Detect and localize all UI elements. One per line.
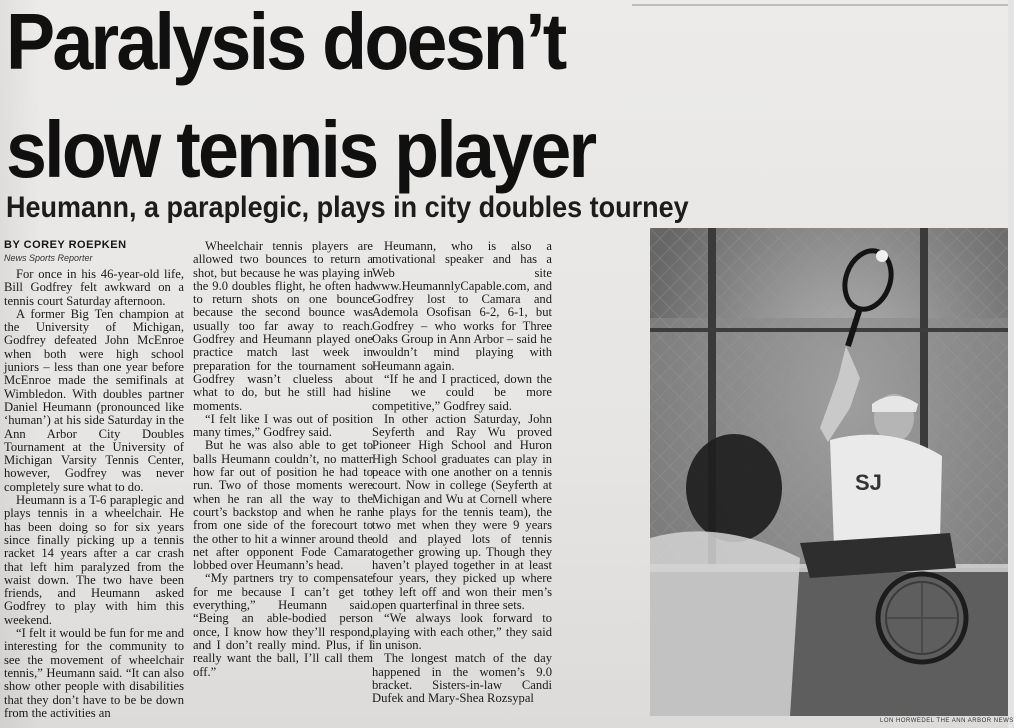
foreground-player-head [686, 434, 782, 542]
paragraph: Heumann is a T-6 paraplegic and plays tennis in a wheelchair. He has been doing so for six years since finally picking up a tennis racket 14 years after a car crash that left him paralyzed from the waist down. The two have been friends, and Heumann asked Godfrey to play with him this weekend. [4, 493, 184, 627]
paragraph: Heumann, who is also a motivational speaker and has a Web site www.HeumannlyCapable.com, and Godfrey lost to Camara and Ademola Osofisan 6-2, 6-1, but Godfrey – who works for Three Oaks Group in Ann Arbor – said he wouldn’t mind playing with Heumann again. [372, 239, 552, 373]
paragraph: “My partners try to compensate for me because I can’t get to everything,” Heumann said. “Being an able-bodied person once, I know how they’ll respond, and I don’t really mind. Plus, if I really want the ball, I’ll call them off.” [193, 571, 373, 679]
headline-line-2: slow tennis player [6, 105, 595, 194]
foreground-player-shirt [650, 531, 800, 716]
article-column-2 [193, 239, 373, 679]
article-column-1 [4, 268, 184, 728]
paragraph: A former Big Ten champion at the University of Michigan, Godfrey defeated John McEnroe when both were high school juniors – less than one year before McEnroe made the semifinals at Wimbledon. With doubles partner Daniel Heumann (pronounced like ‘human’) at his side Saturday in the Ann Arbor City Doubles Tournament at the University of Michigan Varsity Tennis Center, however, Godfrey was never completely sure what to do. [4, 306, 184, 494]
shirt-logo: SJ [855, 470, 882, 495]
paragraph: “I felt like I was out of position many times,” Godfrey said. [193, 411, 373, 440]
paragraph: “If he and I practiced, down the line we could be more competitive,” Godfrey said. [372, 371, 552, 413]
photo-illustration [650, 228, 1008, 716]
subheadline: Heumann, a paraplegic, plays in city doubles tourney [6, 191, 689, 224]
fence-rail [650, 328, 1008, 332]
paragraph: For once in his 46-year-old life, Bill Godfrey felt awkward on a tennis court Saturday afternoon. [4, 267, 184, 308]
paragraph: The longest match of the day happened in the women’s 9.0 bracket. Sisters-in-law Candi Dufek and Mary-Shea Rozsypal [372, 651, 552, 706]
player-shirt [830, 435, 942, 546]
byline-role: News Sports Reporter [4, 253, 93, 263]
page-edge-rule [632, 4, 1008, 6]
byline: BY COREY ROEPKEN [4, 239, 127, 251]
paragraph: Wheelchair tennis players are allowed two bounces to return a shot, but because he was playing in the 9.0 doubles flight, he often had to return shots on one bounce because the second bounce was usually too far away to reach. Godfrey and Heumann played one practice match last week in preparation for the tournament so Godfrey wasn’t clueless about what to do, but he still had his moments. [193, 239, 373, 413]
paragraph: In other action Saturday, John Seyferth and Ray Wu proved Pioneer High School and Huron High School graduates can play in peace with one another on a tennis court. Now in college (Seyferth at Michigan and Wu at Cornell where he plays for the tennis team), the two met when they were 9 years old and played lots of tennis together growing up. Though they haven’t played together in at least four years, they picked up where they left off and won their men’s open quarterfinal in three sets. [372, 411, 552, 613]
paragraph: But he was also able to get to balls Heumann couldn’t, no matter how far out of position he had to run. Two of those moments were when he ran all the way to the court’s backstop and when he ran from one side of the forecourt to the other to hit a winner around the net after opponent Fode Camara lobbed over Heumann’s head. [193, 438, 373, 573]
wheelchair-tennis-photo [650, 228, 1008, 716]
tennis-ball-icon [876, 250, 888, 262]
paragraph: “We always look forward to playing with each other,” they said in unison. [372, 611, 552, 652]
photo-credit: LON HORWEDEL THE ANN ARBOR NEWS [880, 718, 1014, 724]
article-column-3 [372, 240, 552, 728]
paragraph: “I felt it would be fun for me and interesting for the community to see the movement of wheelchair tennis,” Heumann said. “It can also show other people with disabilities that they don’t have to be be down from the activities an [4, 626, 184, 720]
headline-line-1: Paralysis doesn’t [6, 0, 565, 86]
